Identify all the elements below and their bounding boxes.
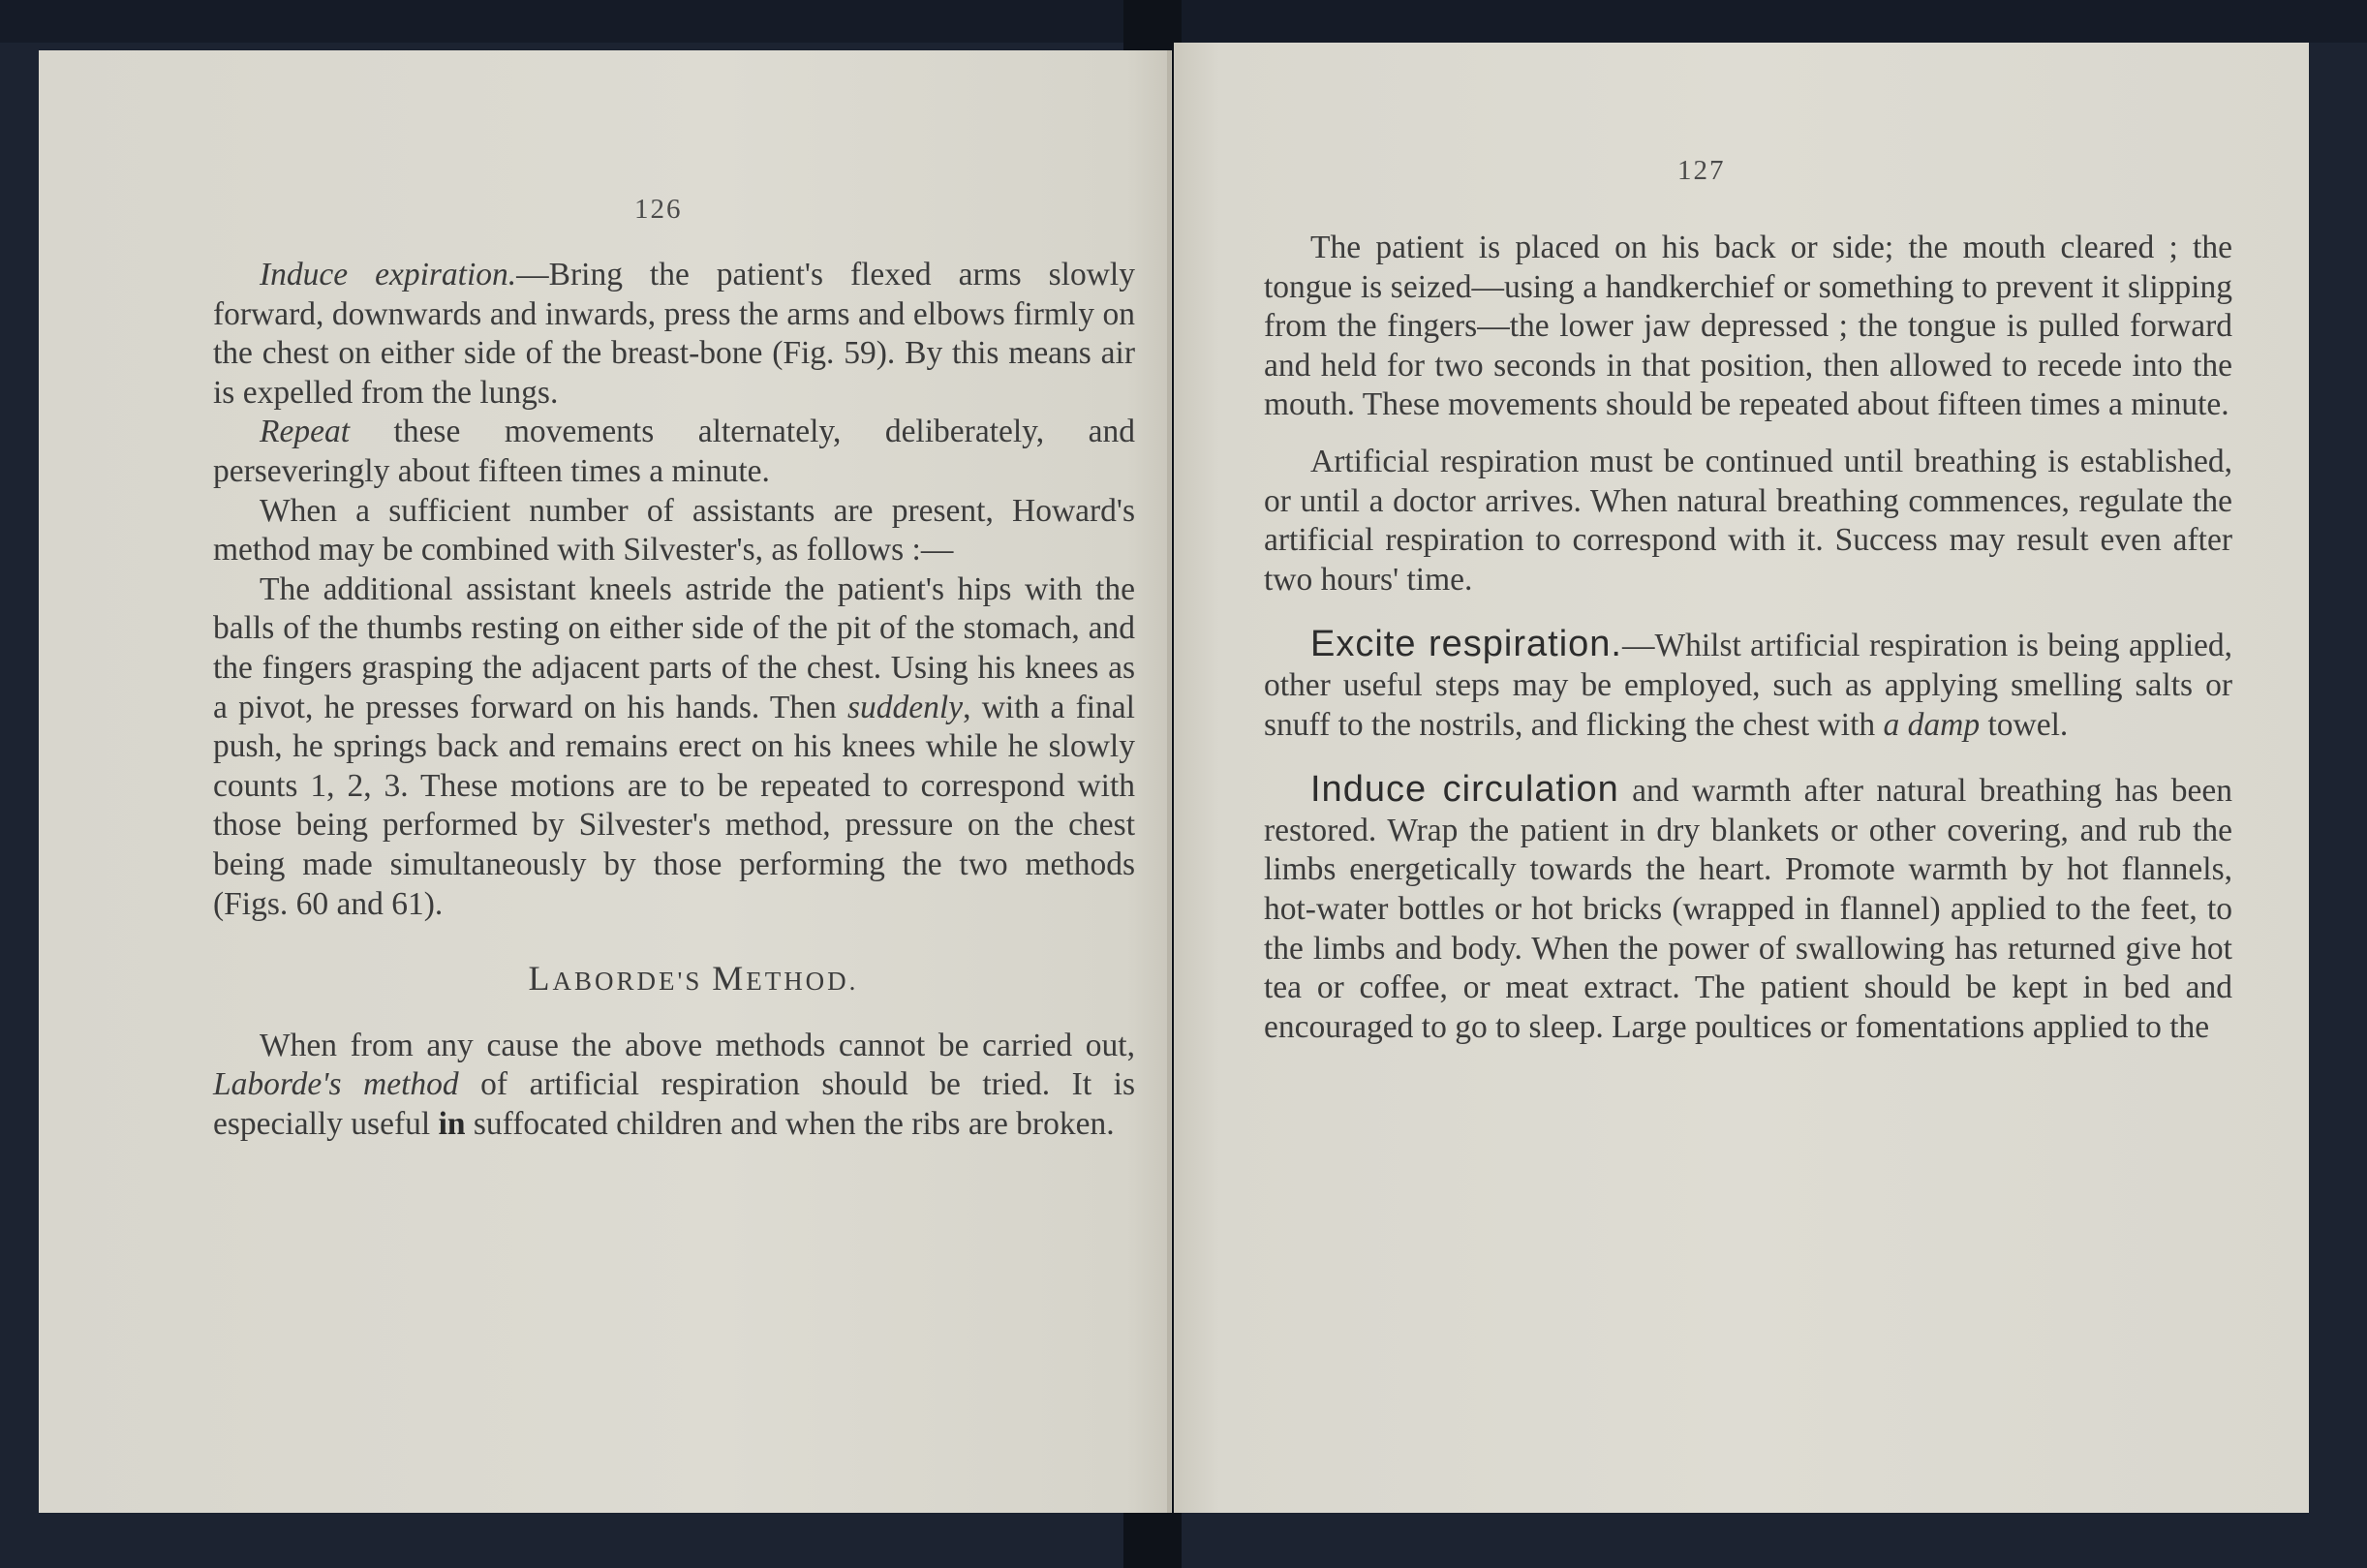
additional-assistant-text-a: The additional assistant kneels astride the patient's hips with the balls of the thumbs resting on either side of the pit of the stomach, and the fingers grasping the adjacent parts of the chest. Using his knees as a pivot, he presses forward on his hands. Then xyxy=(213,570,1135,725)
left-page xyxy=(39,50,1172,1513)
paragraph-repeat xyxy=(213,413,1135,491)
excite-respiration-text-a: —Whilst artificial respiration is being applied, other useful steps may be employed, such as applying smelling salts or snuff to the nostrils, and flicking the chest with xyxy=(1264,628,2232,743)
paragraph-artificial-respiration: Artificial respiration must be continued until breathing is established, or until a doctor arrives. When natural breathing commences, regulate the artificial respiration to correspond with it. Success may result even after two hours' time. xyxy=(1264,443,2232,598)
repeat-heading: Repeat xyxy=(260,414,351,450)
left-page-number: 126 xyxy=(634,194,683,225)
left-page-text xyxy=(213,256,1135,1144)
heading-cap-m: M xyxy=(712,959,747,999)
repeat-text: these movements alternately, deliberately, and perseveringly about fifteen times a minute. xyxy=(213,414,1135,489)
scan-background-top xyxy=(0,0,2367,43)
laborde-method-heading xyxy=(213,959,1135,1001)
paragraph-induce-circulation xyxy=(1264,770,2232,1047)
heading-cap-l: L xyxy=(528,959,553,999)
heading-rest-1: ABORDE'S xyxy=(552,967,713,997)
additional-assistant-text-b: , with a final push, he springs back and remains erect on his knees while he slowly counts 1, 2, 3. These motions are to be repeated to correspond with those being performed by Silvester's method, pressure on the chest being made simultaneously by those performing the two methods (Figs. 60 and 61). xyxy=(213,689,1135,922)
right-page-text xyxy=(1264,229,2232,1047)
gutter-divider xyxy=(1167,50,1171,1513)
suddenly-emphasis: suddenly xyxy=(846,689,964,725)
damp-emphasis: a damp xyxy=(1883,706,1981,743)
induce-circulation-text: and warmth after natural breathing has been restored. Wrap the patient in dry blankets or other covering, and rub the limbs energetically towards the heart. Promote warmth by hot flannels, hot-water bottles or hot bricks (wrapped in flannel) applied to the feet, to the limbs and body. When the power of swallowing has returned give hot tea or coffee, or meat extract. The patient should be kept in bed and encouraged to go to sleep. Large poultices or fomentations applied to the xyxy=(1264,773,2232,1045)
laborde-text-c: suffocated children and when the ribs are broken. xyxy=(465,1105,1115,1142)
paragraph-howard-silvester: When a sufficient number of assistants are present, Howard's method may be combined with Silvester's, as follows :— xyxy=(213,492,1135,569)
excite-respiration-text-b: towel. xyxy=(1980,706,2069,743)
right-page xyxy=(1174,43,2309,1513)
laborde-text-b: of artificial respiration should be tried. It is especially useful xyxy=(213,1066,1135,1142)
paragraph-laborde xyxy=(213,1027,1135,1145)
paragraph-additional-assistant xyxy=(213,570,1135,924)
induce-circulation-heading: Induce circulation xyxy=(1310,769,1619,811)
excite-respiration-heading: Excite respiration. xyxy=(1310,624,1622,665)
laborde-in-bold: in xyxy=(438,1105,466,1142)
paragraph-patient-placed: The patient is placed on his back or side; the mouth cleared ; the tongue is seized—using a handkerchief or something to prevent it slipping from the fingers—the lower jaw depressed ; the tongue is pulled forward and held for two seconds in that position, then allowed to recede into the mouth. These movements should be repeated about fifteen times a minute. xyxy=(1264,230,2232,423)
right-page-number: 127 xyxy=(1677,155,1726,186)
induce-expiration-heading: Induce expiration. xyxy=(260,257,517,292)
laborde-text-a: When from any cause the above methods cannot be carried out, xyxy=(260,1027,1135,1063)
heading-rest-2: ETHOD. xyxy=(746,967,859,997)
paragraph-excite-respiration xyxy=(1264,625,2232,745)
induce-expiration-text: —Bring the patient's flexed arms slowly forward, downwards and inwards, press the arms and elbows firmly on the chest on either side of the breast-bone (Fig. 59). By this means air is expelled from the lungs. xyxy=(213,257,1135,411)
laborde-method-emphasis: Laborde's method xyxy=(213,1066,459,1103)
paragraph-induce-expiration xyxy=(213,256,1135,413)
